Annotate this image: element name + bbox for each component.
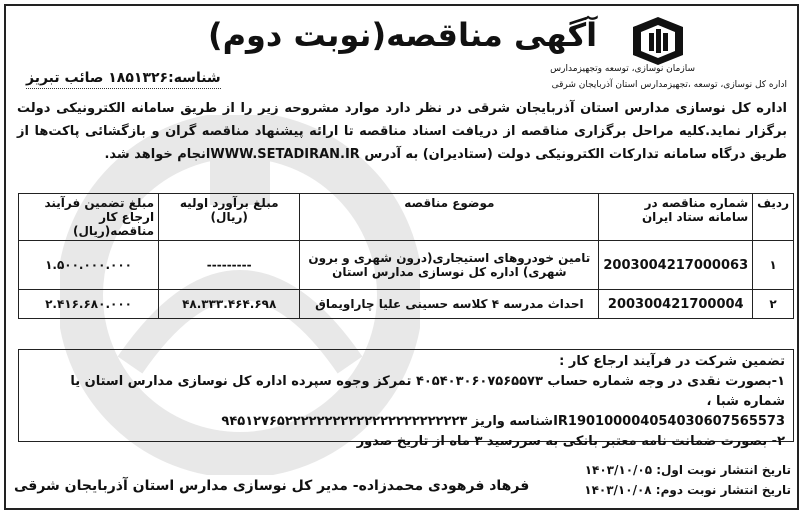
- tenders-table: [18, 193, 794, 319]
- header-index: ردیف: [753, 194, 794, 241]
- tender-number: 2003004217000063: [599, 241, 753, 290]
- first-publication-date: تاریخ انتشار نوبت اول: ۱۴۰۳/۱۰/۰۵: [584, 463, 791, 477]
- row-index: ۱: [753, 241, 794, 290]
- publication-dates: [584, 460, 791, 500]
- guarantee-section: [18, 349, 794, 449]
- page-title: آگهی مناقصه(نوبت دوم): [207, 16, 598, 54]
- row-index: ۲: [753, 290, 794, 319]
- header-guarantee: مبلغ تضمین فرآیند ارجاع کار مناقصه(ریال): [19, 194, 159, 241]
- tender-subject: احداث مدرسه ۴ کلاسه حسینی علیا چاراویماق: [300, 290, 599, 319]
- header-tender-number: شماره مناقصه در سامانه ستاد ایران: [599, 194, 753, 241]
- tender-estimate: ۴۸.۳۳۳.۴۶۴.۶۹۸: [159, 290, 300, 319]
- tender-estimate: ---------: [159, 241, 300, 290]
- tender-guarantee: ۲.۴۱۶.۶۸۰.۰۰۰: [19, 290, 159, 319]
- tender-number: 200300421700004: [599, 290, 753, 319]
- organization-logo: [629, 15, 687, 67]
- guarantee-sheba: IR190100004054030607565573شناسه واریز ۹۴۵۱۲۷۶۵۲۲۲۲۲۲۲۲۲۲۲۲۲۲۲۲۲۲۲۲۲۲۳: [221, 414, 785, 429]
- guarantee-heading: تضمین شرکت در فرآیند ارجاع کار :: [559, 354, 785, 369]
- guarantee-bank-option: ۲- بصورت ضمانت نامه معتبر بانکی به سررسید ۳ ماه از تاریخ صدور: [356, 434, 785, 449]
- table-row: [19, 241, 794, 290]
- table-row: [19, 290, 794, 319]
- ad-identifier: شناسه:۱۸۵۱۳۲۶ صائب تبریز: [26, 70, 221, 89]
- organization-name: سازمان نوسازی، توسعه وتجهیزمدارس: [550, 64, 695, 74]
- second-publication-date: تاریخ انتشار نوبت دوم: ۱۴۰۳/۱۰/۰۸: [584, 483, 791, 497]
- signature-line: فرهاد فرهودی محمدزاده- مدیر کل نوسازی مدارس استان آذربایجان شرقی: [14, 478, 530, 494]
- header-estimate: مبلغ برآورد اولیه (ریال): [159, 194, 300, 241]
- header-subject: موضوع مناقصه: [300, 194, 599, 241]
- table-header-row: [19, 194, 794, 241]
- tender-guarantee: ۱.۵۰۰.۰۰۰.۰۰۰: [19, 241, 159, 290]
- intro-paragraph: اداره کل نوسازی مدارس استان آذربایجان شرقی در نظر دارد موارد مشروحه زیر را از طریق سامانه الکترونیکی دولت برگزار نماید.کلیه مراحل برگزاری مناقصه از دریافت اسناد مناقصه تا ارائه پیشنهاد مناقصه گران و بازگشائی پاکت‌ها از طریق درگاه سامانه تدارکات الکترونیکی دولت (ستادیران) به آدرس WWW.SETADIRAN.IRانجام خواهد شد.: [17, 101, 787, 162]
- department-name: اداره کل نوسازی، توسعه ،تجهیزمدارس استان آذربایجان شرقی: [551, 80, 787, 90]
- guarantee-cash-option: ۱-بصورت نقدی در وجه شماره حساب ۴۰۵۴۰۳۰۶۰۷۵۶۵۵۷۳ تمرکز وجوه سپرده اداره کل نوسازی مدارس استان یا شماره شبا ،: [70, 374, 785, 409]
- tender-subject: تامین خودروهای استیجاری(درون شهری و برون شهری) اداره کل نوسازی مدارس استان: [300, 241, 599, 290]
